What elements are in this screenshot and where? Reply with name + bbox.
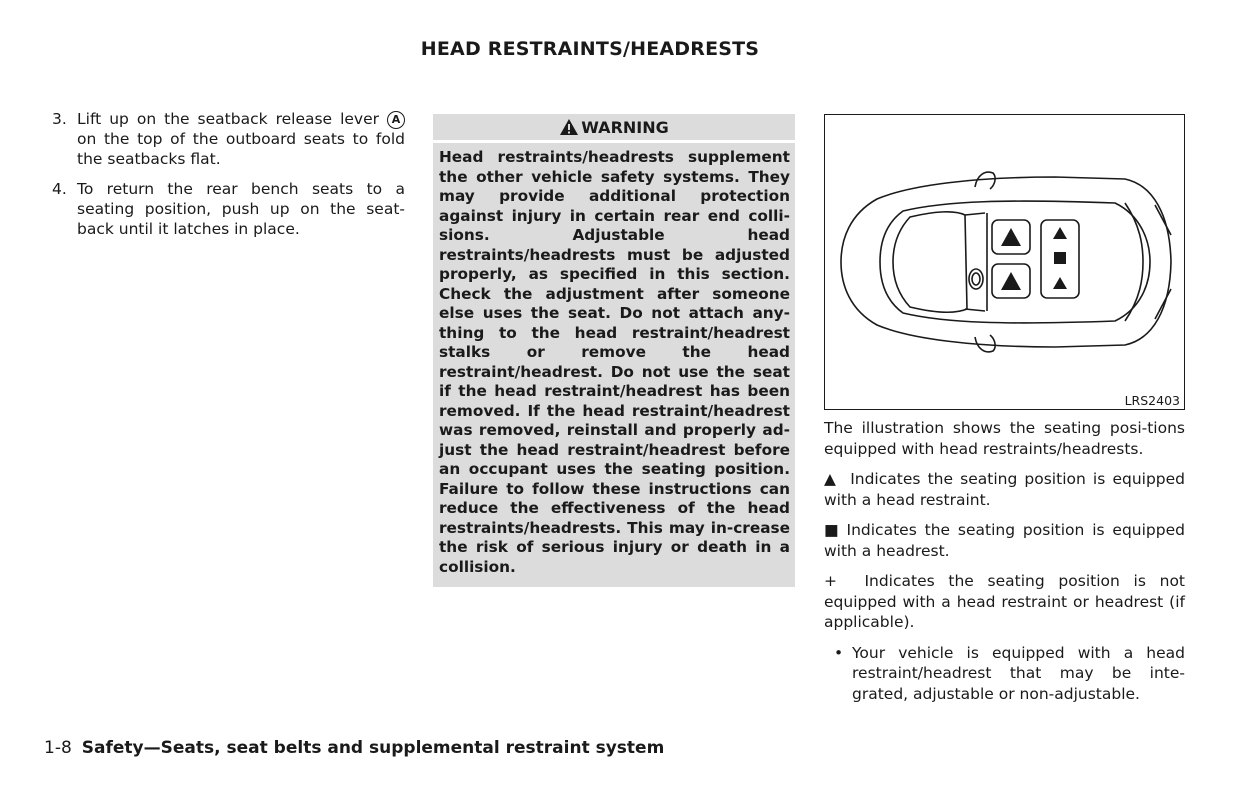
seating-diagram xyxy=(824,114,1185,410)
page-number: 1-8 xyxy=(44,738,72,758)
front-seat-triangle-icon xyxy=(1001,228,1021,246)
step-text-pre: Lift up on the seatback release lever xyxy=(77,110,380,128)
rear-center-square-icon xyxy=(1054,252,1066,264)
legend-text xyxy=(824,418,1185,704)
bullet-dot-icon: • xyxy=(834,643,844,662)
legend-square xyxy=(824,520,1185,561)
warning-triangle-icon xyxy=(559,118,579,136)
figure-caption: The illustration shows the seating posi-tions equipped with head restraints/headrests. xyxy=(824,419,1185,458)
page-title: HEAD RESTRAINTS/HEADRESTS xyxy=(420,38,760,60)
legend-square-text: Indicates the seating position is equipped with a headrest. xyxy=(824,521,1185,560)
bullet-item xyxy=(824,643,1185,705)
warning-box xyxy=(433,114,795,587)
vehicle-top-view-illustration xyxy=(825,115,1183,408)
step-number: 3. xyxy=(52,110,67,128)
legend-plus xyxy=(824,571,1185,633)
section-title: Safety—Seats, seat belts and supplemental restraint system xyxy=(81,738,665,758)
step-text: To return the rear bench seats to a seating position, push up on the seat-back until it latches in place. xyxy=(77,180,405,238)
triangle-icon: ▲ xyxy=(824,470,836,488)
front-seat-triangle-icon xyxy=(1001,272,1021,290)
bullet-text: Your vehicle is equipped with a head restraint/headrest that may be inte-grated, adjustable or non-adjustable. xyxy=(852,643,1185,703)
step-3 xyxy=(52,109,405,169)
legend-plus-text: Indicates the seating position is not equipped with a head restraint or headrest (if applicable). xyxy=(824,572,1186,631)
warning-heading-text: WARNING xyxy=(581,118,669,137)
warning-heading xyxy=(433,114,795,140)
warning-body: Head restraints/headrests supplement the other vehicle safety systems. They may provide additional protection against injury in certain rear end colli-sions. Adjustable head restraints/headrests must be adjusted properly, as specified in this section. Check the adjustment after someone else uses the seat. Do not attach any-thing to the head restraint/headrest stalks or remove the head restraint/headrest. Do not use the seat if the head restraint/headrest has been removed. If the head restraint/headrest was removed, reinstall and properly ad-just the head restraint/headrest before an occupant uses the seating position. Failure to follow these instructions can reduce the effectiveness of the head restraints/headrests. This may in-crease the risk of serious injury or death in a collision. xyxy=(439,148,790,576)
square-icon: ■ xyxy=(824,521,839,539)
step-text-post: on the top of the outboard seats to fold the seatbacks flat. xyxy=(77,130,405,168)
step-4 xyxy=(52,179,405,239)
rear-seat-triangle-icon xyxy=(1053,277,1067,289)
plus-icon: + xyxy=(824,572,837,590)
legend-triangle-text: Indicates the seating position is equipped with a head restraint. xyxy=(824,470,1186,509)
figure-label: LRS2403 xyxy=(1124,393,1180,408)
legend-triangle xyxy=(824,469,1185,510)
rear-seat-triangle-icon xyxy=(1053,227,1067,239)
circled-a-marker-icon: A xyxy=(387,111,405,129)
page-footer xyxy=(44,738,664,758)
step-number: 4. xyxy=(52,180,67,198)
step-text xyxy=(77,109,405,169)
instruction-steps xyxy=(52,109,405,249)
